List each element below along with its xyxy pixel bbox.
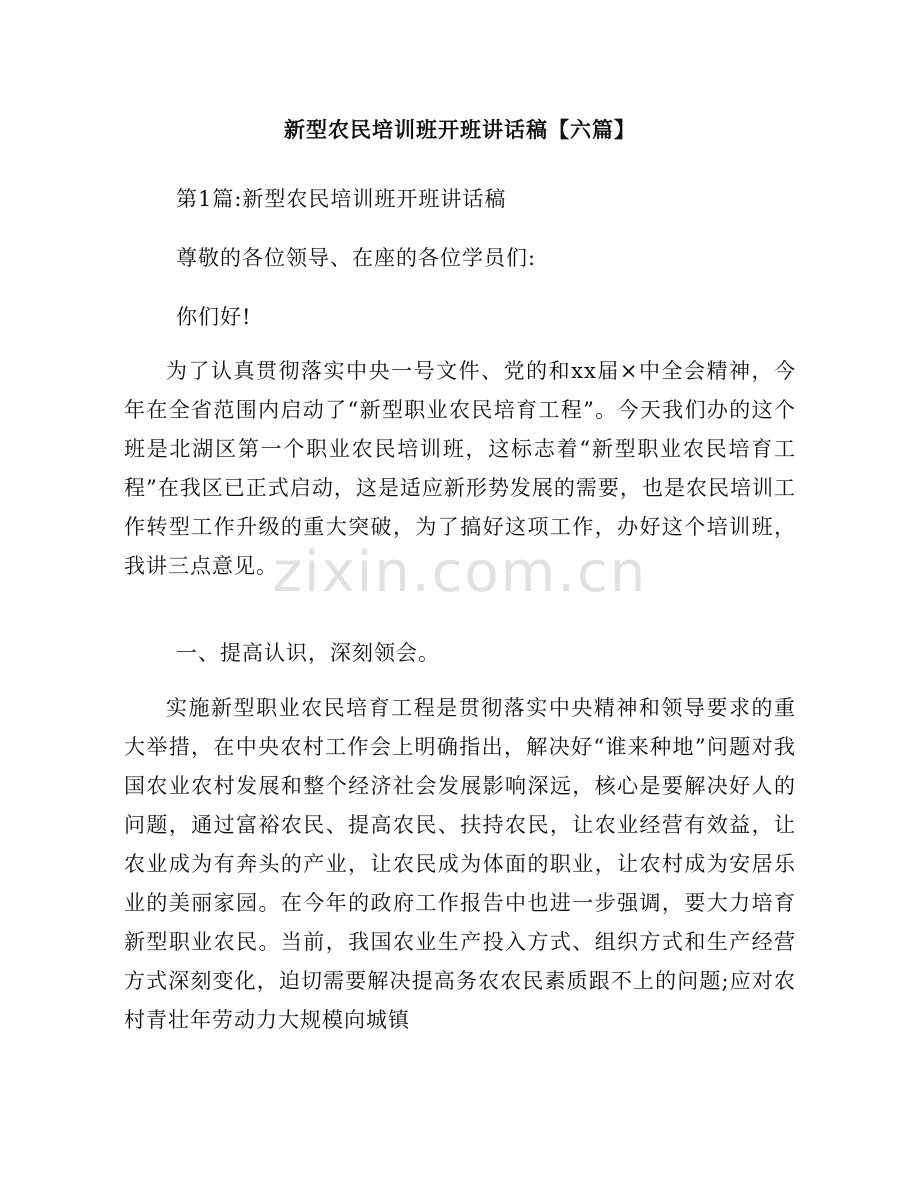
paragraph-2: 实施新型职业农民培育工程是贯彻落实中央精神和领导要求的重大举措，在中央农村工作会上明确指出，解决好“谁来种地”问题对我国农业农村发展和整个经济社会发展影响深远，核心是要解决好人的问题，通过富裕农民、提高农民、扶持农民，让农业经营有效益，让农业成为有奔头的产业，让农民成为体面的职业，让农村成为安居乐业的美丽家园。在今年的政府工作报告中也进一步强调，要大力培育新型职业农民。当前，我国农业生产投入方式、组织方式和生产经营方式深刻变化，迫切需要解决提高务农农民素质跟不上的问题;应对农村青壮年劳动力大规模向城镇 [124,696,796,1032]
document-title: 新型农民培训班开班讲话稿【六篇】 [284,118,636,142]
watermark: zixin.com.cn [272,540,648,605]
chapter-heading: 第1篇:新型农民培训班开班讲话稿 [176,187,507,211]
salutation: 尊敬的各位领导、在座的各位学员们: [176,246,537,270]
greeting: 你们好! [176,305,252,329]
section-1-heading: 一、提高认识，深刻领会。 [176,641,440,665]
paragraph-1: 为了认真贯彻落实中央一号文件、党的和xx届×中全会精神，今年在全省范围内启动了“新型职业农民培育工程”。今天我们办的这个班是北湖区第一个职业农民培训班，这标志着“新型职业农民培育工程”在我区已正式启动，这是适应新形势发展的需要，也是农民培训工作转型工作升级的重大突破，为了搞好这项工作，办好这个培训班，我讲三点意见。 [124,359,796,578]
